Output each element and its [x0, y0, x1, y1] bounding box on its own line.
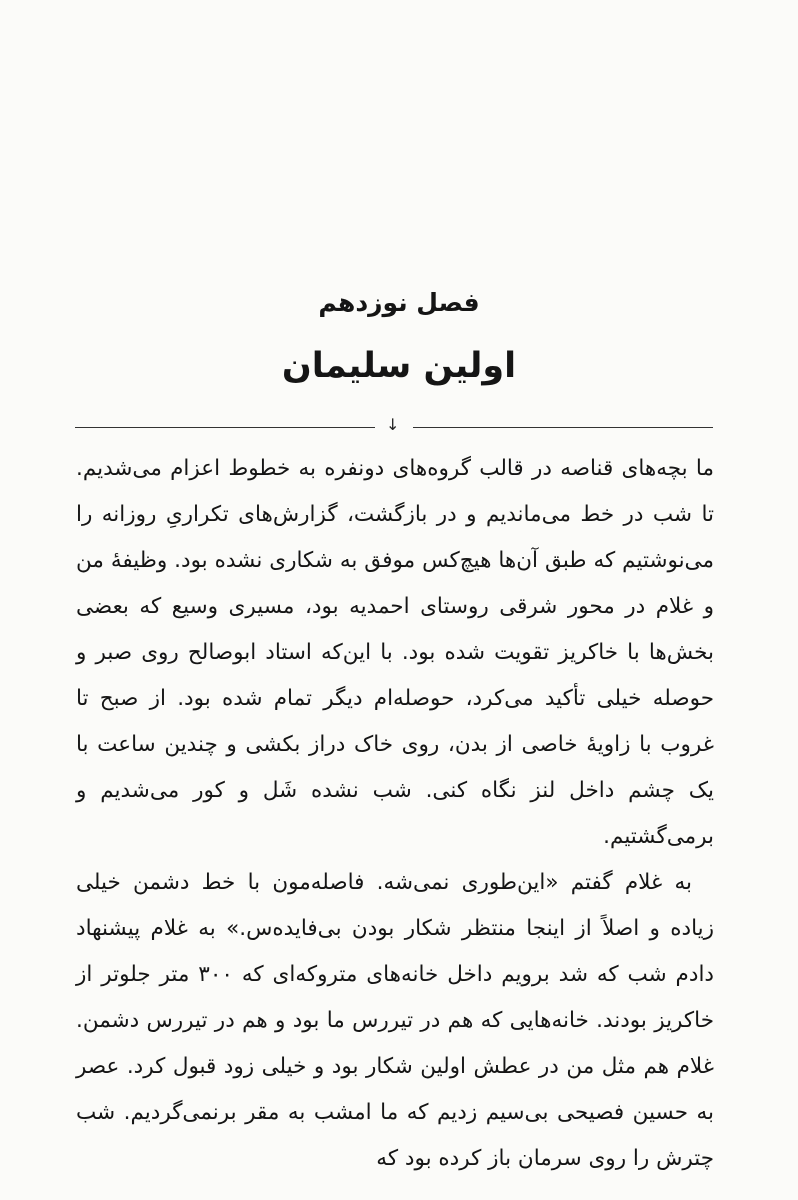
divider-line-left [75, 427, 375, 428]
chapter-number: فصل نوزدهم [318, 288, 480, 317]
chapter-body [76, 446, 714, 1182]
title-divider [75, 415, 713, 435]
divider-line-right [413, 427, 713, 428]
paragraph-1: ما بچه‌های قناصه در قالب گروه‌های دونفره به خطوط اعزام می‌شدیم. تا شب در خط می‌ماندیم و در بازگشت، گزارش‌های تکراریِ روزانه را می‌نوشتیم که طبق آن‌ها هیچ‌کس موفق به شکاری نشده بود. وظیفهٔ من و غلام در محور شرقی روستای احمدیه بود، مسیری وسیع که بعضی بخش‌ها با خاکریز تقویت شده بود. با این‌که استاد ابوصالح روی صبر و حوصله خیلی تأکید می‌کرد، حوصله‌ام دیگر تمام شده بود. از صبح تا غروب با زاویهٔ خاصی از بدن، روی خاک دراز بکشی و چندین ساعت با یک چشم داخل لنز نگاه کنی. شب نشده شَل و کور می‌شدیم و برمی‌گشتیم. [76, 456, 714, 849]
arrow-down-icon: ↓ [386, 415, 400, 434]
chapter-title: اولین سلیمان [281, 346, 517, 386]
paragraph-2: به غلام گفتم «این‌طوری نمی‌شه. فاصله‌مون با خط دشمن خیلی زیاده و اصلاً از اینجا منتظر شکار بودن بی‌فایده‌س.» به غلام پیشنهاد دادم شب که شد برویم داخل خانه‌های متروکه‌ای که ۳۰۰ متر جلوتر از خاکریز بودند. خانه‌هایی که هم در تیررس ما بود و هم در تیررس دشمن. غلام هم مثل من در عطش اولین شکار بود و خیلی زود قبول کرد. عصر به حسین فصیحی بی‌سیم زدیم که ما امشب به مقر برنمی‌گردیم. شب چترش را روی سرمان باز کرده بود که [76, 870, 714, 1171]
